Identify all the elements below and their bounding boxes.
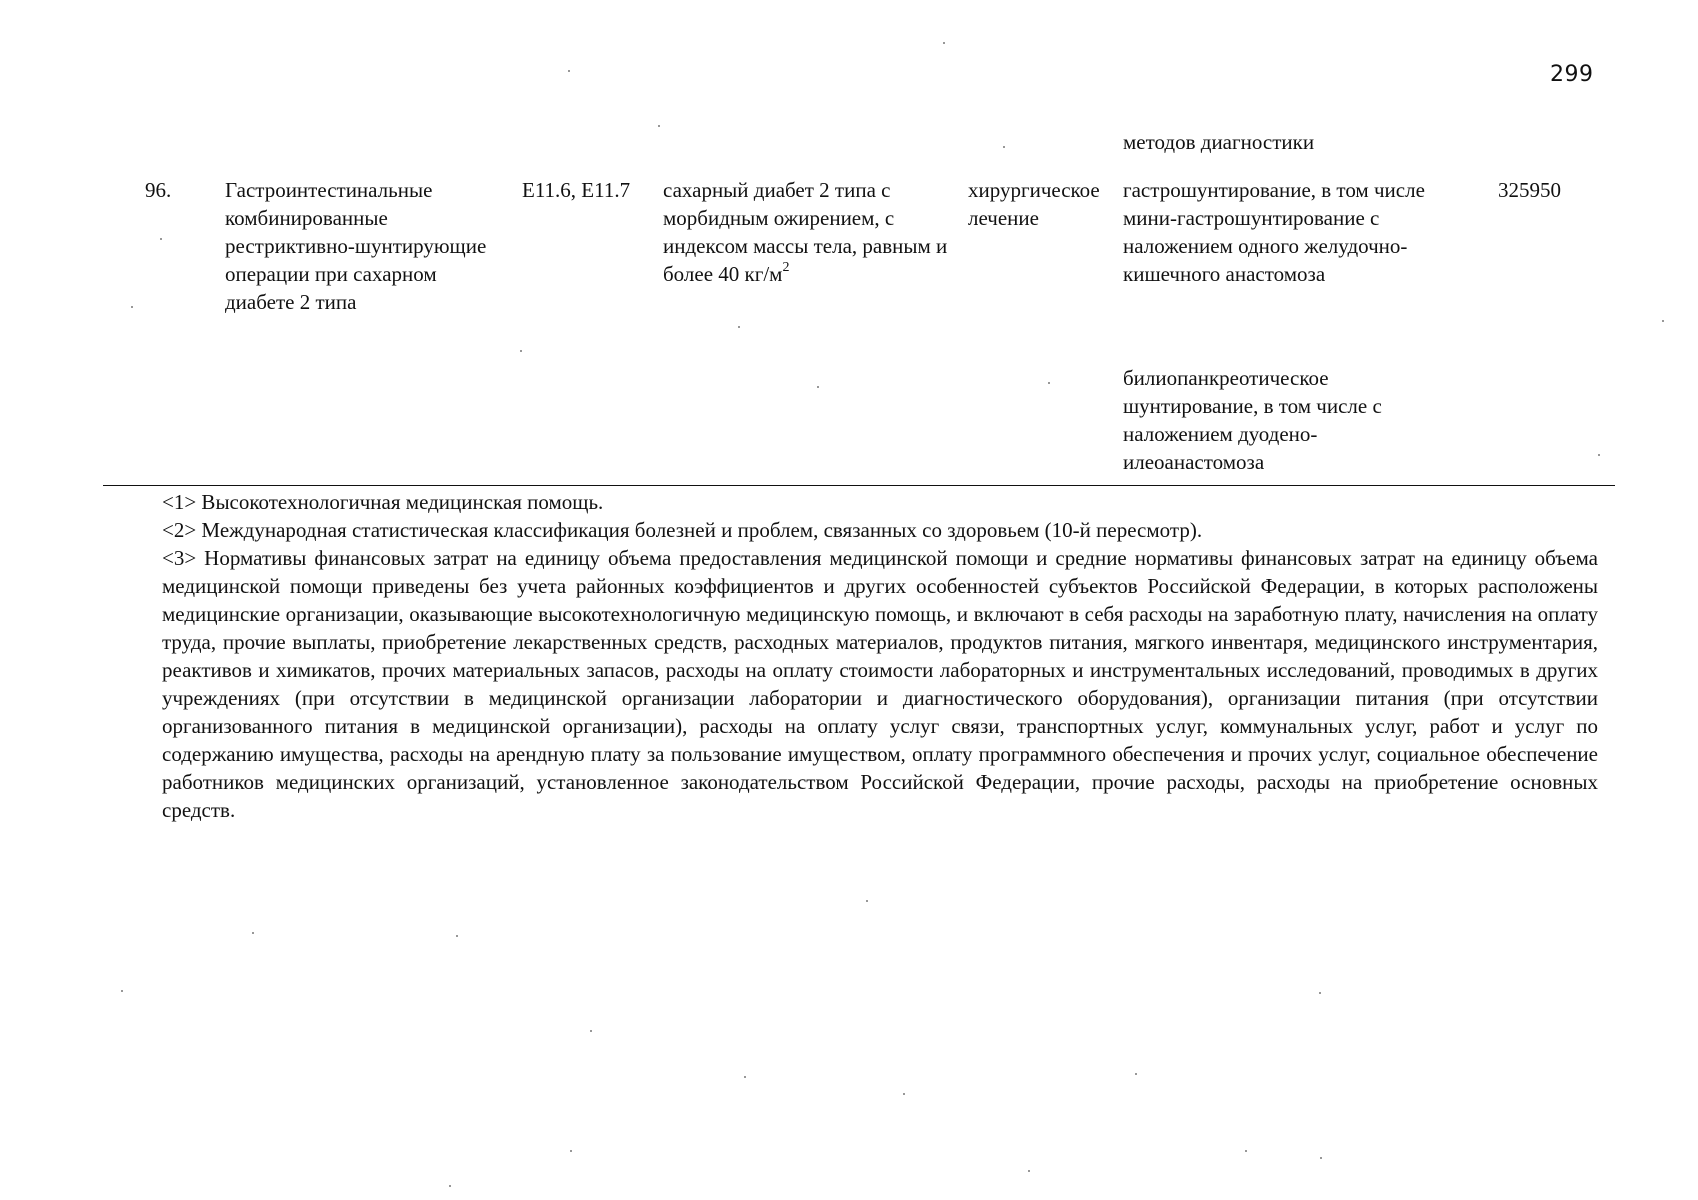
speck: [744, 1076, 746, 1078]
speck: [1135, 1073, 1137, 1075]
speck: [866, 900, 868, 902]
page-number: 299: [1550, 62, 1594, 87]
speck: [1245, 1150, 1247, 1152]
footnote-2: <2> Международная статистическая классификация болезней и проблем, связанных со здоровьем (10-й пересмотр).: [162, 518, 1203, 542]
speck: [520, 350, 522, 352]
treatment-method-1: гастрошунтирование, в том числе мини-гастрошунтирование с наложением одного желудочно-кишечного анастомоза: [1123, 178, 1425, 286]
footnotes: [162, 488, 1598, 824]
speck: [1003, 146, 1005, 148]
speck: [738, 326, 740, 328]
speck: [449, 1185, 451, 1187]
speck: [121, 990, 123, 992]
speck: [252, 932, 254, 934]
footnote-divider: [103, 485, 1615, 486]
footnote-1: <1> Высокотехнологичная медицинская помощь.: [162, 490, 604, 514]
footnote-3: <3> Нормативы финансовых затрат на единицу объема предоставления медицинской помощи и средние нормативы финансовых затрат на единицу объема медицинской помощи приведены без учета районных коэффициентов и других особенностей субъектов Российской Федерации, в которых расположены медицинские организации, оказывающие высокотехнологичную медицинскую помощь, и включают в себя расходы на заработную плату, начисления на оплату труда, прочие выплаты, приобретение лекарственных средств, расходных материалов, продуктов питания, мягкого инвентаря, медицинского инструментария, реактивов и химикатов, прочих материальных запасов, расходы на оплату стоимости лабораторных и инструментальных исследований, проводимых в других учреждениях (при отсутствии в медицинской организации лаборатории и диагностического оборудования), организации питания (при отсутствии организованного питания в медицинской организации), расходы на оплату услуг связи, транспортных услуг, коммунальных услуг, работ и услуг по содержанию имущества, расходы на арендную плату за пользование имуществом, оплату программного обеспечения и прочих услуг, социальное обеспечение работников медицинских организаций, установленное законодательством Российской Федерации, прочие расходы, расходы на приобретение основных средств.: [162, 546, 1598, 822]
method-continuation: методов диагностики: [1123, 130, 1315, 154]
care-type-name: Гастроинтестинальные комбинированные рестриктивно-шунтирующие операции при сахарном диабете 2 типа: [225, 178, 487, 314]
patient-model-text: сахарный диабет 2 типа с морбидным ожирением, с индексом массы тела, равным и более 40 кг/м: [663, 178, 948, 286]
speck: [456, 935, 458, 937]
speck: [131, 306, 133, 308]
treatment-type: хирургическое лечение: [968, 178, 1100, 230]
speck: [1028, 1170, 1030, 1172]
speck: [568, 70, 570, 72]
speck: [1598, 454, 1600, 456]
speck: [658, 125, 660, 127]
cost-value: 325950: [1498, 178, 1561, 202]
speck: [903, 1093, 905, 1095]
patient-model: [663, 176, 953, 288]
speck: [570, 1150, 572, 1152]
speck: [1319, 992, 1321, 994]
speck: [817, 386, 819, 388]
icd-codes: E11.6, E11.7: [522, 178, 631, 202]
row-number: 96.: [145, 178, 172, 202]
speck: [1048, 382, 1050, 384]
speck: [943, 42, 945, 44]
speck: [1662, 320, 1664, 322]
speck: [590, 1030, 592, 1032]
speck: [160, 238, 162, 240]
speck: [1320, 1157, 1322, 1159]
patient-model-superscript: 2: [782, 260, 790, 275]
treatment-method-2: билиопанкреотическое шунтирование, в том числе с наложением дуодено-илеоанастомоза: [1123, 366, 1382, 474]
